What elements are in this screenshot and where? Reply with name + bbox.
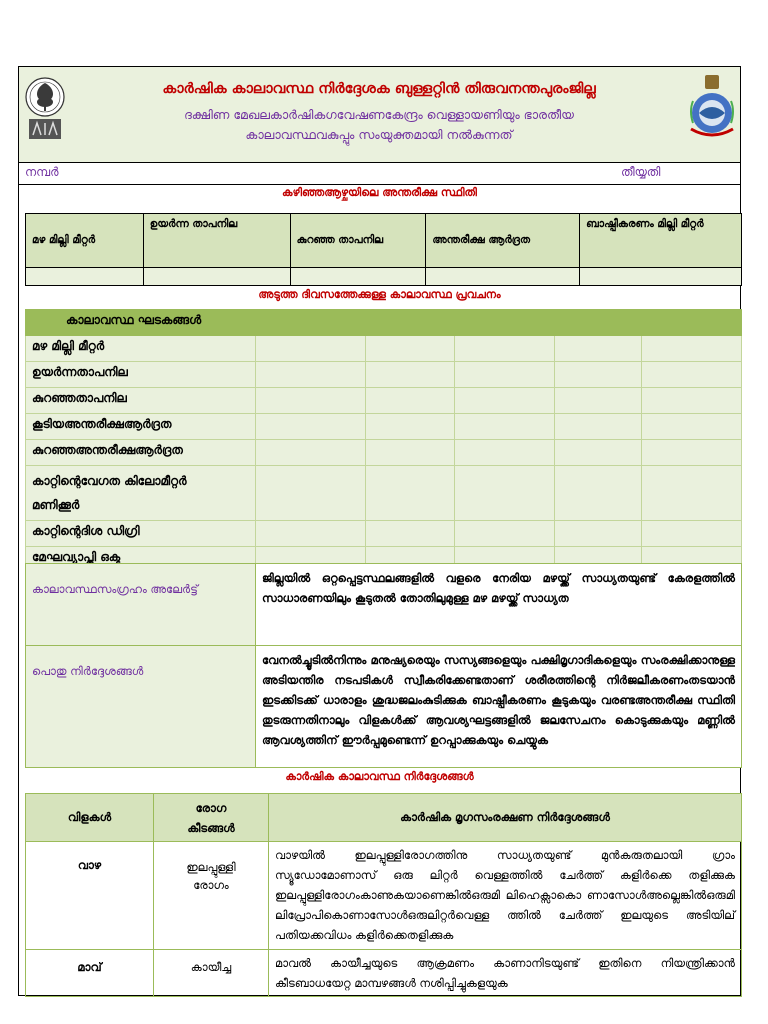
col-pests: [154, 794, 269, 842]
crop-pest: [154, 842, 269, 950]
crop-pest: കായീച്ച: [154, 950, 269, 997]
crop-name: വാഴ: [26, 842, 154, 950]
forecast-row-label: [26, 466, 256, 521]
bulletin-title: കാർഷിക കാലാവസ്ഥ നിർദ്ദേശക ബുള്ളറ്റിൻ തിരുവനന്തപുരംജില്ല: [162, 81, 596, 97]
crop-pest-line-1: ഇലപ്പുള്ളി: [186, 860, 236, 874]
bulletin-header: [19, 67, 740, 163]
number-date-row: [19, 162, 740, 185]
forecast-row-label: ഉയർന്നതാപനില: [26, 362, 256, 388]
alert-text: ജില്ലയിൽ ഒറ്റപ്പെട്ടസ്ഥലങ്ങളിൽ വളരെ നേരിയ മഴയ്ക്ക് സാധ്യതയുണ്ട് കേരളത്തിൽ സാധാരണയിലും കൂടുതൽ തോതിലുമുള്ള മഴ മഴയ്ക്ക് സാധ്യത: [256, 564, 742, 646]
crop-pest-line-2: രോഗം: [193, 878, 229, 892]
wind-speed-line-2: മണിക്കൂർ: [32, 498, 80, 512]
crop-advisory-heading: കാർഷിക കാലാവസ്ഥ നിർദ്ദേശങ്ങൾ: [285, 770, 474, 783]
value-cell: [26, 268, 144, 286]
date-label: തീയ്യതി: [621, 165, 661, 179]
col-pests-line-2: കീടങ്ങൾ: [187, 820, 235, 835]
crop-row: [26, 842, 742, 950]
crop-row: [26, 950, 742, 997]
alert-general-table: [25, 563, 742, 768]
col-advice: കാർഷിക മൃഗസംരക്ഷണ നിർദ്ദേശങ്ങൾ: [269, 794, 742, 842]
imd-emblem-icon: [685, 71, 739, 141]
forecast-row-label: മഴ മില്ലി മീറ്റർ: [26, 336, 256, 362]
forecast-row-label: കാറ്റിന്റെദിശ ഡിഗ്രി: [26, 521, 256, 547]
crop-advisory-table: [25, 793, 742, 997]
forecast-row-label: കുറഞ്ഞതാപനില: [26, 388, 256, 414]
forecast-row-label: കുറഞ്ഞഅന്തരീക്ഷആർദ്രത: [26, 440, 256, 466]
value-cell: [580, 268, 742, 286]
bulletin-page: [18, 66, 741, 996]
number-label: നമ്പർ: [25, 165, 59, 179]
crop-advice: വാഴയിൽ ഇലപ്പുള്ളിരോഗത്തിനു സാധ്യതയുണ്ട് മുൻകരുതലായി ഗ്രാം സ്യൂഡോമോണാസ് ഒരു ലിറ്റർ വെള്ളത്തിൽ ചേർത്ത് കളിർക്കെ തളിക്കുക ഇലപ്പുള്ളിരോഗംകാണുകയാണെങ്കിൽഒരുമി ലിഹെക്സാകൊ ണാസോൾഅല്ലെങ്കിൽഒരുമി ലിപ്രോപികൊണാസോൾഒരുലിറ്റർവെള്ള ത്തിൽ ചേർത്ത് ഇലയുടെ അടിയില് പതിയക്കവിധം കളിർക്കെതളിക്കുക: [269, 842, 742, 950]
col-rain: മഴ മില്ലി മീറ്റർ: [26, 214, 144, 268]
past-weather-values-row: [26, 268, 742, 286]
value-cell: [426, 268, 580, 286]
value-cell: [290, 268, 426, 286]
past-week-heading: കഴിഞ്ഞആഴ്ചയിലെ അന്തരീക്ഷ സ്ഥിതി: [282, 186, 477, 199]
forecast-header: കാലാവസ്ഥ ഘടകങ്ങൾ: [26, 310, 742, 336]
value-cell: [143, 268, 290, 286]
forecast-heading: അടുത്ത ദിവസത്തേക്കുള്ള കാലാവസ്ഥ പ്രവചനം: [258, 288, 501, 301]
forecast-row-label: മേഘവ്യാപ്തി ഒക്ട: [26, 547, 256, 573]
general-advice-text: വേനൽച്ചൂടിൽനിന്നും മനുഷ്യരെയും സസ്യങ്ങളെയും പക്ഷിമൃഗാദികളെയും സംരക്ഷിക്കാനുള്ള അടിയന്തിര നടപടികൾ സ്വീകരിക്കേണ്ടതാണ് ശരീരത്തിന്റെ നിർജലീകരണംതടയാൻ ഇടക്കിടക്ക് ധാരാളം ശുദ്ധജലംകുടിക്കുക ബാഷ്പീകരണം കൂടുകയും വരണ്ടഅന്തരീക്ഷ സ്ഥിതി തുടരുന്നതിനാലും വിളകൾക്ക് ആവശ്യഘട്ടങ്ങളിൽ ജലസേചനം കൊടുക്കുകയും മണ്ണിൽ ആവശ്യത്തിന് ഈർപ്പമുണ്ടെന്ന് ഉറപ്പാക്കുകയും ചെയ്യുക: [256, 646, 742, 768]
col-crops: വിളകൾ: [26, 794, 154, 842]
past-weather-table: [25, 213, 742, 286]
forecast-row-label: കൂടിയഅന്തരീക്ഷആർദ്രത: [26, 414, 256, 440]
forecast-table: [25, 309, 742, 573]
university-logo-icon: [25, 73, 65, 143]
subtitle-line-1: ദക്ഷിണ മേഖലകാർഷികഗവേഷണകേന്ദ്രം വെള്ളായണിയും ഭാരതീയ: [184, 107, 574, 122]
subtitle-line-2: കാലാവസ്ഥവകുപ്പും സംയുക്തമായി നൽകുന്നത്: [245, 127, 513, 142]
col-evaporation: ബാഷ്പീകരണം മില്ലി മീറ്റർ: [580, 214, 742, 268]
col-humidity: അന്തരീക്ഷ ആർദ്രത: [426, 214, 580, 268]
col-pests-line-1: രോഗ: [195, 800, 227, 815]
col-min-temp: കുറഞ്ഞ താപനില: [290, 214, 426, 268]
general-advice-label: പൊതു നിർദ്ദേശങ്ങൾ: [26, 646, 256, 768]
col-max-temp: ഉയർന്ന താപനില: [143, 214, 290, 268]
crop-name: മാവ്: [26, 950, 154, 997]
alert-label: കാലാവസ്ഥസംഗ്രഹം അലേർട്ട്: [26, 564, 256, 646]
wind-speed-line-1: കാറ്റിന്റെവേഗത കിലോമീറ്റർ: [32, 474, 187, 488]
crop-advice: മാവൽ കായീച്ചയുടെ ആക്രമണം കാണാനിടയുണ്ട് ഇതിനെ നിയന്ത്രിക്കാൻ കീടബാധയേറ്റ മാമ്പഴങ്ങൾ നശിപ്പിച്ചുകളയുക: [269, 950, 742, 997]
